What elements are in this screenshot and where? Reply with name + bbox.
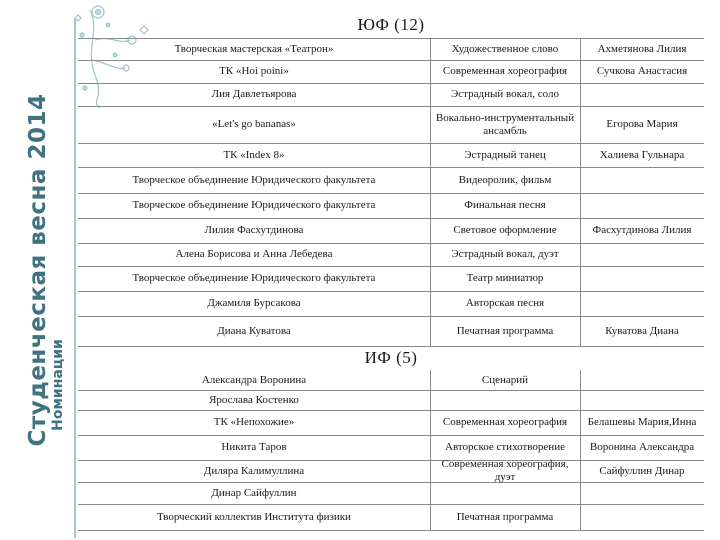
column-divider	[430, 83, 431, 106]
column-divider	[580, 218, 581, 243]
person-cell	[580, 390, 704, 410]
person-cell	[580, 83, 704, 106]
column-divider	[580, 38, 581, 60]
performer-cell: Александра Воронина	[201, 373, 307, 386]
nomination-cell: Печатная программа	[456, 510, 554, 523]
performer-cell: Лия Давлетьярова	[211, 88, 297, 100]
table-row	[78, 504, 704, 531]
column-divider	[430, 504, 431, 530]
section-heading-uf: ЮФ (12)	[357, 15, 425, 34]
column-divider	[580, 291, 581, 316]
column-divider	[430, 193, 431, 218]
column-divider	[430, 291, 431, 316]
table-row	[78, 410, 704, 436]
performer-cell: Творческая мастерская «Театрон»	[174, 42, 334, 55]
sidebar	[0, 0, 78, 540]
column-divider	[580, 266, 581, 291]
performer-cell: Творческий коллектив Института физики	[157, 510, 351, 523]
column-divider	[430, 410, 431, 435]
person-cell: Белашевы Мария,Инна	[587, 416, 697, 428]
column-divider	[580, 410, 581, 435]
nomination-cell	[430, 390, 580, 410]
column-divider	[580, 167, 581, 193]
person-cell: Сайфуллин Динар	[599, 464, 685, 477]
performer-cell: Творческое объединение Юридического факультета	[132, 173, 376, 186]
column-divider	[430, 370, 431, 390]
nomination-cell: Современная хореография	[442, 65, 568, 77]
table-row	[78, 266, 704, 292]
table-row	[78, 460, 704, 483]
vertical-title: Студенческая весна 2014	[25, 93, 51, 447]
table-row	[78, 291, 704, 317]
table-row	[78, 390, 704, 411]
person-cell	[580, 243, 704, 266]
column-divider	[430, 38, 431, 60]
nomination-cell: Эстрадный вокал, соло	[451, 88, 559, 100]
column-divider	[430, 482, 431, 504]
column-divider	[580, 482, 581, 504]
person-cell: Егорова Мария	[606, 118, 678, 130]
nomination-cell: Художественное слово	[451, 42, 559, 55]
nomination-cell: Вокально-инструментальный ансамбль	[435, 111, 575, 137]
column-divider	[430, 460, 431, 482]
column-divider	[580, 143, 581, 167]
performer-cell: ТК «Hoi poini»	[219, 65, 289, 77]
column-divider	[430, 106, 431, 143]
performer-cell: Ярослава Костенко	[209, 393, 299, 406]
performer-cell: Джамиля Бурсакова	[207, 297, 301, 309]
table-row	[78, 106, 704, 144]
nomination-cell: Печатная программа	[456, 324, 554, 337]
performer-cell: Лилия Фасхутдинова	[204, 224, 304, 236]
table-row	[78, 143, 704, 168]
table-row	[78, 316, 704, 347]
performer-cell: Творческое объединение Юридического факультета	[132, 199, 376, 211]
performer-cell: ТК «Index 8»	[223, 148, 285, 161]
column-divider	[580, 435, 581, 460]
column-divider	[580, 106, 581, 143]
section-heading-if: ИФ (5)	[364, 348, 418, 367]
table-row	[78, 243, 704, 267]
column-divider	[580, 460, 581, 482]
column-divider	[580, 83, 581, 106]
column-divider	[580, 193, 581, 218]
nomination-cell: Финальная песня	[464, 199, 546, 211]
person-cell: Куватова Диана	[605, 324, 679, 337]
performer-cell: Никита Таров	[221, 441, 287, 453]
person-cell	[580, 291, 704, 316]
column-divider	[430, 167, 431, 193]
nomination-cell: Современная хореография, дуэт	[441, 458, 569, 483]
performer-cell: ТК «Непохожие»	[213, 416, 295, 428]
column-divider	[580, 60, 581, 83]
nominations-table	[78, 12, 704, 532]
nomination-cell: Видеоролик, фильм	[458, 173, 552, 186]
table-row	[78, 435, 704, 461]
column-divider	[430, 60, 431, 83]
nomination-cell: Авторское стихотворение	[445, 441, 565, 453]
column-divider	[580, 504, 581, 530]
table-row	[78, 60, 704, 84]
column-divider	[430, 143, 431, 167]
sidebar-divider	[74, 18, 76, 538]
column-divider	[580, 370, 581, 390]
nomination-cell: Световое оформление	[453, 224, 557, 236]
performer-cell: Динар Сайфуллин	[211, 486, 297, 499]
nomination-cell: Театр миниатюр	[466, 272, 544, 284]
performer-cell: Диана Куватова	[217, 324, 291, 337]
column-divider	[430, 390, 431, 410]
column-divider	[580, 316, 581, 346]
column-divider	[580, 243, 581, 266]
column-divider	[430, 266, 431, 291]
nomination-cell: Эстрадный танец	[464, 148, 546, 161]
table-row	[78, 482, 704, 505]
performer-cell: Творческое объединение Юридического факультета	[132, 272, 376, 284]
person-cell: Халиева Гульнара	[599, 148, 685, 161]
table-row	[78, 370, 704, 391]
person-cell	[580, 370, 704, 390]
column-divider	[580, 390, 581, 410]
person-cell	[580, 193, 704, 218]
person-cell	[580, 167, 704, 193]
table-row	[78, 193, 704, 219]
nomination-cell	[430, 482, 580, 504]
person-cell: Ахметянова Лилия	[597, 42, 687, 55]
performer-cell: Алена Борисова и Анна Лебедева	[175, 248, 333, 260]
person-cell: Фасхутдинова Лилия	[592, 224, 692, 236]
person-cell	[580, 504, 704, 530]
column-divider	[430, 435, 431, 460]
nomination-cell: Современная хореография	[442, 416, 568, 428]
nomination-cell: Эстрадный вокал, дуэт	[451, 248, 559, 260]
table-row	[78, 218, 704, 244]
person-cell	[580, 482, 704, 504]
performer-cell: Диляра Калимуллина	[203, 464, 305, 477]
vertical-subtitle: Номинации	[50, 339, 66, 431]
column-divider	[430, 316, 431, 346]
table-row	[78, 38, 704, 61]
person-cell: Сучкова Анастасия	[596, 65, 688, 77]
table-row	[78, 167, 704, 194]
column-divider	[430, 218, 431, 243]
performer-cell: «Let's go bananas»	[212, 118, 296, 130]
table-row	[78, 83, 704, 107]
nomination-cell: Сценарий	[481, 373, 529, 386]
column-divider	[430, 243, 431, 266]
nomination-cell: Авторская песня	[465, 297, 545, 309]
person-cell	[580, 266, 704, 291]
person-cell: Воронина Александра	[589, 441, 695, 453]
